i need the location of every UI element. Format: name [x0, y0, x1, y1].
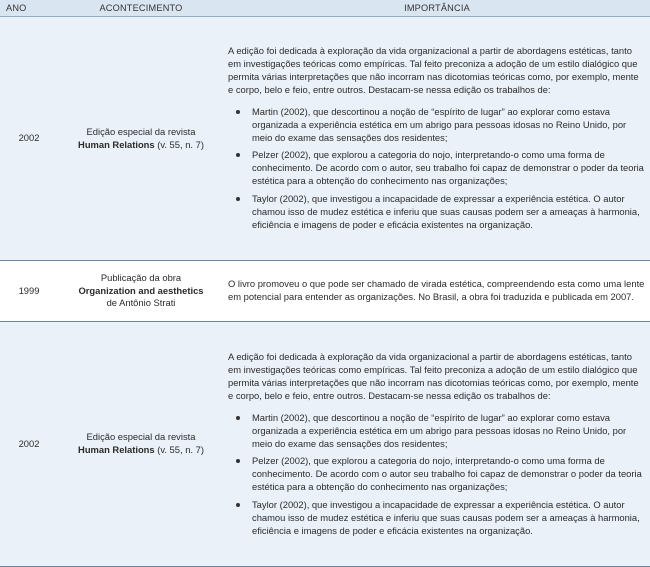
- importance-intro: A edição foi dedicada à exploração da vida organizacional a partir de abordagens estéticas, tanto em investigações teóricas como empíricas. Tal feito preconiza a adoção de um estilo dialógico que permita várias interpretações que não incorram nas dicotomias teóricas como, por exemplo, mente e corpo, belo e feio, entre outros. Destacam-se nessa edição os trabalhos de:: [228, 351, 639, 401]
- header-ano: ANO: [0, 0, 58, 17]
- importance-cell: [224, 322, 650, 567]
- event-cell: [58, 322, 224, 567]
- event-line: Publicação da obra: [100, 271, 182, 283]
- volume-info: (v. 55, n. 7): [154, 444, 204, 455]
- event-cell: [58, 17, 224, 261]
- works-list: [228, 106, 646, 232]
- book-author: de Antônio Strati: [106, 297, 176, 309]
- year-cell: 2002: [0, 322, 58, 567]
- volume-info: (v. 55, n. 7): [154, 138, 204, 150]
- header-acontecimento: ACONTECIMENTO: [58, 0, 224, 17]
- table-row: [0, 261, 650, 322]
- book-title: Organization and aesthetics: [78, 284, 204, 296]
- journal-title: Human Relations: [78, 444, 155, 455]
- header-importancia: IMPORTÂNCIA: [224, 0, 650, 17]
- list-item: Martin (2002), que descortinou a noção de “espírito de lugar” ao explorar como estava organizada a experiência estética em um abrigo para pessoas idosas no Reino Unido, por meio do exame das sensações dos residentes;: [252, 106, 646, 145]
- list-item: Pelzer (2002), que explorou a categoria do nojo, interpretando-o como uma forma de conhecimento. De acordo com o autor, seu trabalho foi capaz de demonstrar o poder da teoria estética para a obtenção do conhecimento nas organizações;: [252, 149, 646, 188]
- event-cell: [58, 261, 224, 322]
- table-row: [0, 322, 650, 567]
- list-item: Taylor (2002), que investigou a incapacidade de expressar a experiência estética. O autor chamou isso de mudez estética e inferiu que suas causas podem ser a ameaças à harmonia, eficiência e imagens de poder e eficácia existentes na organização.: [252, 499, 646, 538]
- event-line: Edição especial da revista: [86, 125, 196, 137]
- importance-intro: A edição foi dedicada à exploração da vida organizacional a partir de abordagens estéticas, tanto em investigações teóricas como empíricas. Tal feito preconiza a adoção de um estilo dialógico que permita várias interpretações que não incorram nas dicotomias teóricas como, por exemplo, mente e corpo, belo e feio, entre outros. Destacam-se nessa edição os trabalhos de:: [228, 45, 639, 95]
- works-list: [228, 412, 646, 538]
- year-cell: 2002: [0, 17, 58, 261]
- table-row: [0, 17, 650, 261]
- list-item: Martin (2002), que descortinou a noção de “espírito de lugar” ao explorar como estava organizada a experiência estética em um abrigo para pessoas idosas no Reino Unido, por meio do exame das sensações dos residentes;: [252, 412, 646, 451]
- importance-cell: [224, 261, 650, 322]
- journal-title: Human Relations: [78, 138, 155, 150]
- year-cell: 1999: [0, 261, 58, 322]
- header-row: [0, 0, 650, 17]
- importance-cell: [224, 17, 650, 261]
- event-line: Edição especial da revista: [86, 431, 196, 443]
- list-item: Pelzer (2002), que explorou a categoria do nojo, interpretando-o como uma forma de conhecimento. De acordo com o autor seu trabalho foi capaz de demonstrar o poder da teoria estética para a obtenção do conhecimento nas organizações;: [252, 455, 646, 494]
- importance-text: O livro promoveu o que pode ser chamado de virada estética, compreendendo esta como uma lente em potencial para entender as organizações. No Brasil, a obra foi traduzida e publicada em 2007.: [228, 278, 645, 302]
- list-item: Taylor (2002), que investigou a incapacidade de expressar a experiência estética. O autor chamou isso de mudez estética e inferiu que suas causas podem ser a ameaças à harmonia, eficiência e imagens de poder e eficácia existentes na organização.: [252, 193, 646, 232]
